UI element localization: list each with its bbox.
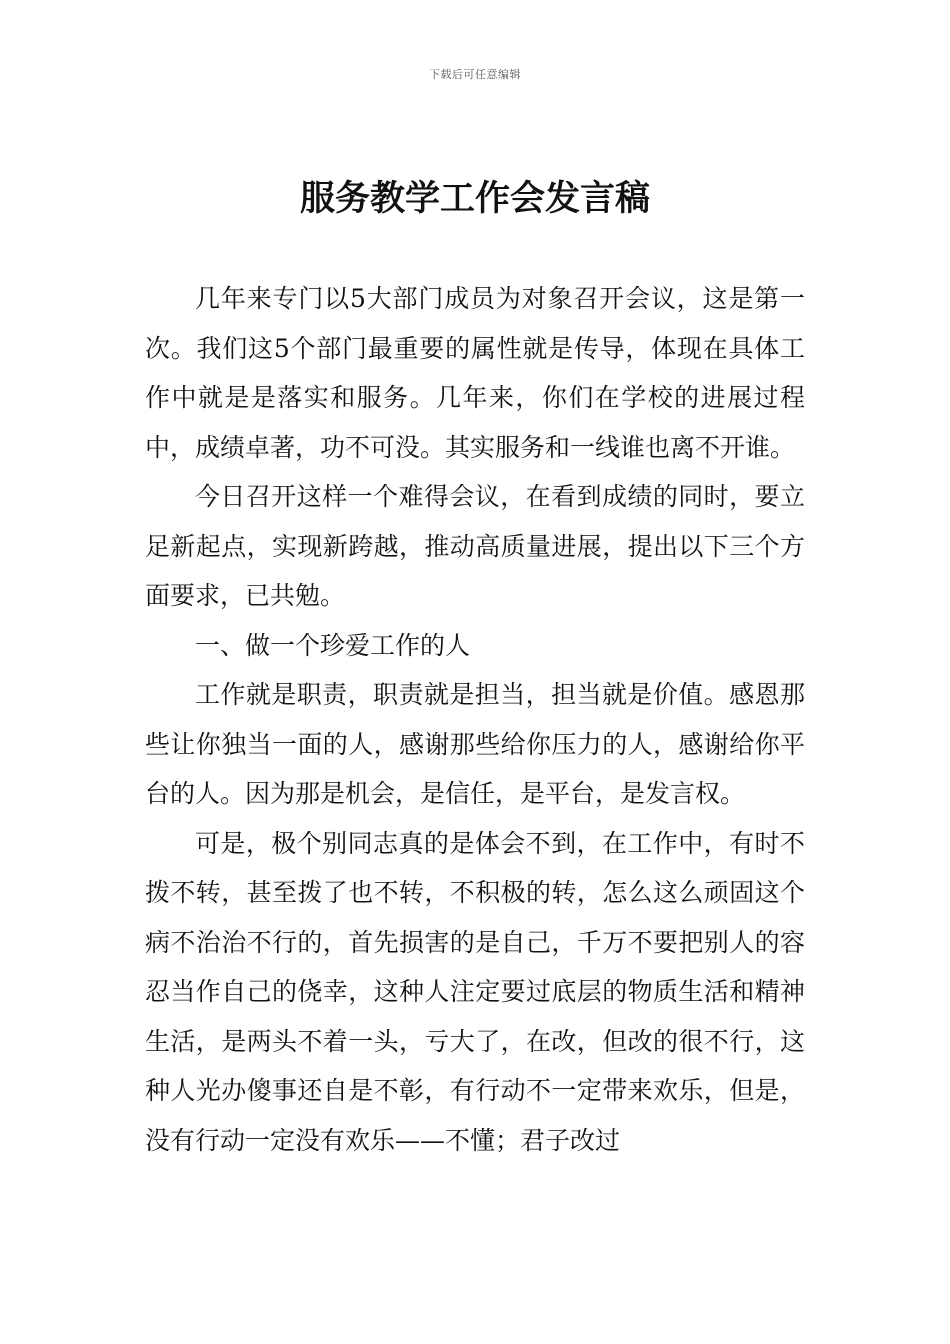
document-body — [145, 274, 805, 1165]
section-heading-1: 一、做一个珍爱工作的人 — [195, 630, 471, 660]
paragraph-4: 可是，极个别同志真的是体会不到，在工作中，有时不拨不转，甚至拨了也不转，不积极的转，怎么这么顽固这个病不治治不行的，首先损害的是自己，千万不要把别人的容忍当作自己的侥幸，这种人注定要过底层的物质生活和精神生活，是两头不着一头，亏大了，在改，但改的很不行，这种人光办傻事还自是不彰，有行动不一定带来欢乐，但是，没有行动一定没有欢乐——不懂；君子改过 — [145, 828, 805, 1155]
paragraph-3: 工作就是职责，职责就是担当，担当就是价值。感恩那些让你独当一面的人，感谢那些给你压力的人，感谢给你平台的人。因为那是机会，是信任，是平台，是发言权。 — [145, 680, 805, 808]
paragraph-1: 几年来专门以5大部门成员为对象召开会议，这是第一次。我们这5个部门最重要的属性就是传导，体现在具体工作中就是是落实和服务。几年来，你们在学校的进展过程中，成绩卓著，功不可没。其实服务和一线谁也离不开谁。 — [145, 284, 805, 462]
paragraph-2: 今日召开这样一个难得会议，在看到成绩的同时，要立足新起点，实现新跨越，推动高质量进展，提出以下三个方面要求，已共勉。 — [145, 482, 805, 610]
page-title: 服务教学工作会发言稿 — [299, 179, 650, 219]
header-note: 下载后可任意编辑 — [429, 68, 521, 81]
